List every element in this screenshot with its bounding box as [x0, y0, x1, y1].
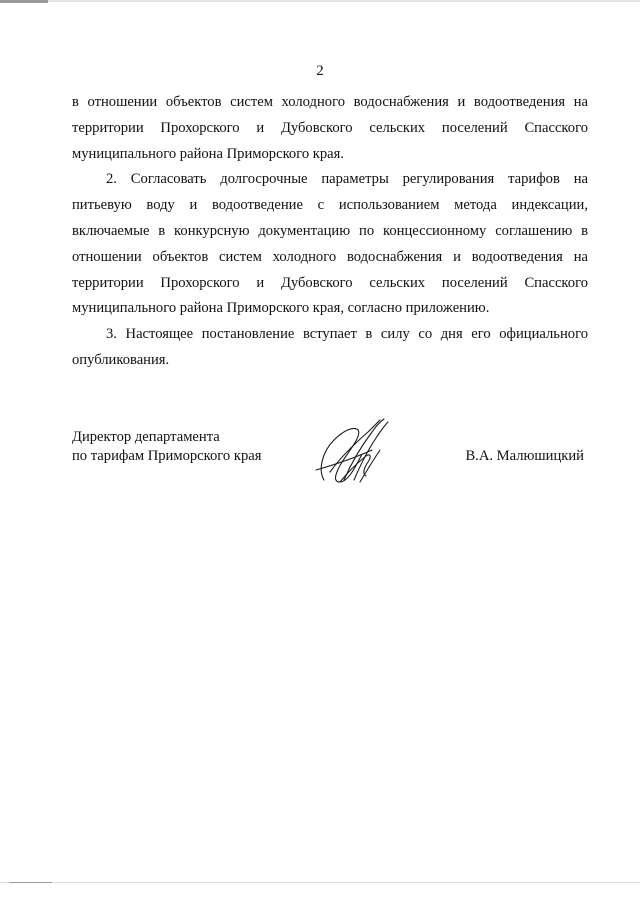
scan-mark-top	[0, 0, 48, 3]
paragraph-2: 2. Согласовать долгосрочные параметры регулирования тарифов на питьевую воду и водоотведение с использованием метода индексации, включаемые в конкурсную документацию по концессионному соглашению в отношении объектов систем холодного водоснабжения и водоотведения на территории Прохорского и Дубовского сельских поселений Спасского муниципального района Приморского края, согласно приложению.	[72, 171, 588, 317]
scan-edge-top	[0, 0, 640, 2]
signatory-name: В.А. Малюшицкий	[465, 448, 584, 464]
handwritten-signature	[310, 410, 394, 490]
page-number: 2	[316, 63, 324, 79]
scan-mark-bottom	[10, 882, 52, 883]
document-body	[72, 90, 588, 374]
paragraph-3: 3. Настоящее постановление вступает в силу со дня его официального опубликования.	[72, 326, 588, 368]
signatory-title-line-2: по тарифам Приморского края	[72, 448, 262, 464]
scan-edge-bottom	[0, 882, 640, 883]
signatory-title	[72, 428, 261, 466]
signatory-title-line-1: Директор департамента	[72, 429, 220, 445]
paragraph-continuation: в отношении объектов систем холодного водоснабжения и водоотведения на территории Прохорского и Дубовского сельских поселений Спасского муниципального района Приморского края.	[72, 94, 588, 162]
